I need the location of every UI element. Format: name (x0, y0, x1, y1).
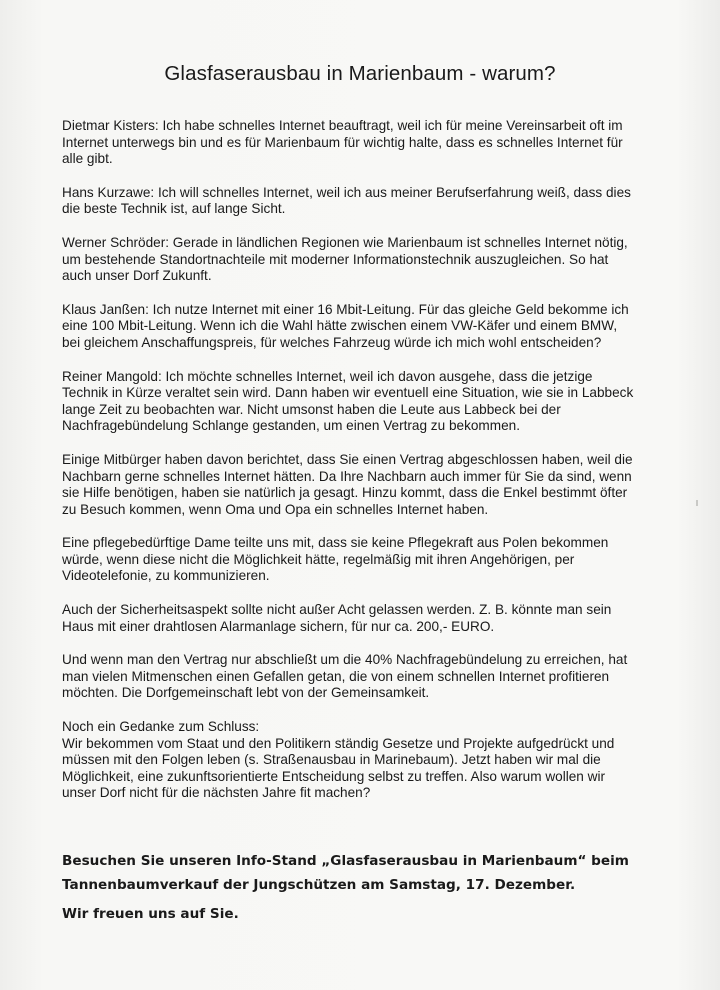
statement-kurzawe: Hans Kurzawe: Ich will schnelles Internet, weil ich aus meiner Berufserfahrung weiß, dass dies die beste Technik ist, auf lange Sicht. (62, 184, 631, 217)
final-thought (62, 719, 637, 802)
statement-kisters: Dietmar Kisters: Ich habe schnelles Internet beauftragt, weil ich für meine Vereinsarbeit oft im Internet unterwegs bin und es für Marienbaum für wichtig halte, dass es schnelles Internet für alle gibt. (62, 118, 623, 167)
document-body (62, 118, 637, 819)
paragraph-care: Eine pflegebedürftige Dame teilte uns mit, dass sie keine Pflegekraft aus Polen bekommen würde, wenn diese nicht die Möglichkeit hätte, regelmäßig mit ihren Angehörigen, per Videotelefonie, zu kommunizieren. (62, 535, 609, 584)
statement-mangold: Reiner Mangold: Ich möchte schnelles Internet, weil ich davon ausgehe, dass die jetzige Technik in Kürze veraltet sein wird. Dann haben wir eventuell eine Situation, wie sie in Labbeck lange Zeit zu beobachten war. Nicht umsonst haben die Leute aus Labbeck bei der Nachfragebündelung Schlange gestanden, um einen Vertrag zu bekommen. (62, 368, 634, 434)
paragraph-security: Auch der Sicherheitsaspekt sollte nicht außer Acht gelassen werden. Z. B. könnte man sein Haus mit einer drahtlosen Alarmanlage sichern, für nur ca. 200,- EURO. (62, 602, 612, 634)
final-thought-heading: Noch ein Gedanke zum Schluss: (62, 719, 260, 735)
statement-schroeder: Werner Schröder: Gerade in ländlichen Regionen wie Marienbaum ist schnelles Internet nötig, um bestehende Standortnachteile mit moderner Informationstechnik auszugleichen. So hat auch unser Dorf Zukunft. (62, 234, 628, 284)
closing-thanks: Wir freuen uns auf Sie. (62, 906, 239, 922)
paragraph-community: Und wenn man den Vertrag nur abschließt um die 40% Nachfragebündelung zu erreichen, hat man vielen Mitmenschen einen Gefallen getan, die von einem schnellen Internet profitieren möchten. Die Dorfgemeinschaft lebt von der Gemeinsamkeit. (62, 652, 628, 701)
paper-mark (696, 500, 698, 506)
document-title: Glasfaserausbau in Marienbaum - warum? (164, 62, 556, 85)
info-stand-invitation (62, 849, 662, 897)
paragraph-neighbours: Einige Mitbürger haben davon berichtet, dass Sie einen Vertrag abgeschlossen haben, weil die Nachbarn gerne schnelles Internet hätten. Da Ihre Nachbarn auch immer für Sie da sind, wenn sie Hilfe benötigen, haben sie natürlich ja gesagt. Hinzu kommt, dass die Enkel bestimmt öfter zu Besuch kommen, wenn Oma und Opa ein schnelles Internet haben. (62, 451, 633, 517)
final-thought-text: Wir bekommen vom Staat und den Politikern ständig Gesetze und Projekte aufgedrückt und müssen mit den Folgen leben (s. Straßenausbau in Marinebaum). Jetzt haben wir mal die Möglichkeit, eine zukunftsorientierte Entscheidung selbst zu treffen. Also warum wollen wir unser Dorf nicht für die nächsten Jahre fit machen? (62, 735, 615, 801)
invitation-line-1: Besuchen Sie unseren Info-Stand „Glasfaserausbau in Marienbaum“ beim (62, 853, 629, 869)
invitation-line-2: Tannenbaumverkauf der Jungschützen am Samstag, 17. Dezember. (62, 877, 576, 893)
statement-janssen: Klaus Janßen: Ich nutze Internet mit einer 16 Mbit-Leitung. Für das gleiche Geld bekomme ich eine 100 Mbit-Leitung. Wenn ich die Wahl hätte zwischen einem VW-Käfer und einem BMW, bei gleichem Anschaffungspreis, für welches Fahrzeug würde ich mich wohl entscheiden? (62, 301, 629, 350)
